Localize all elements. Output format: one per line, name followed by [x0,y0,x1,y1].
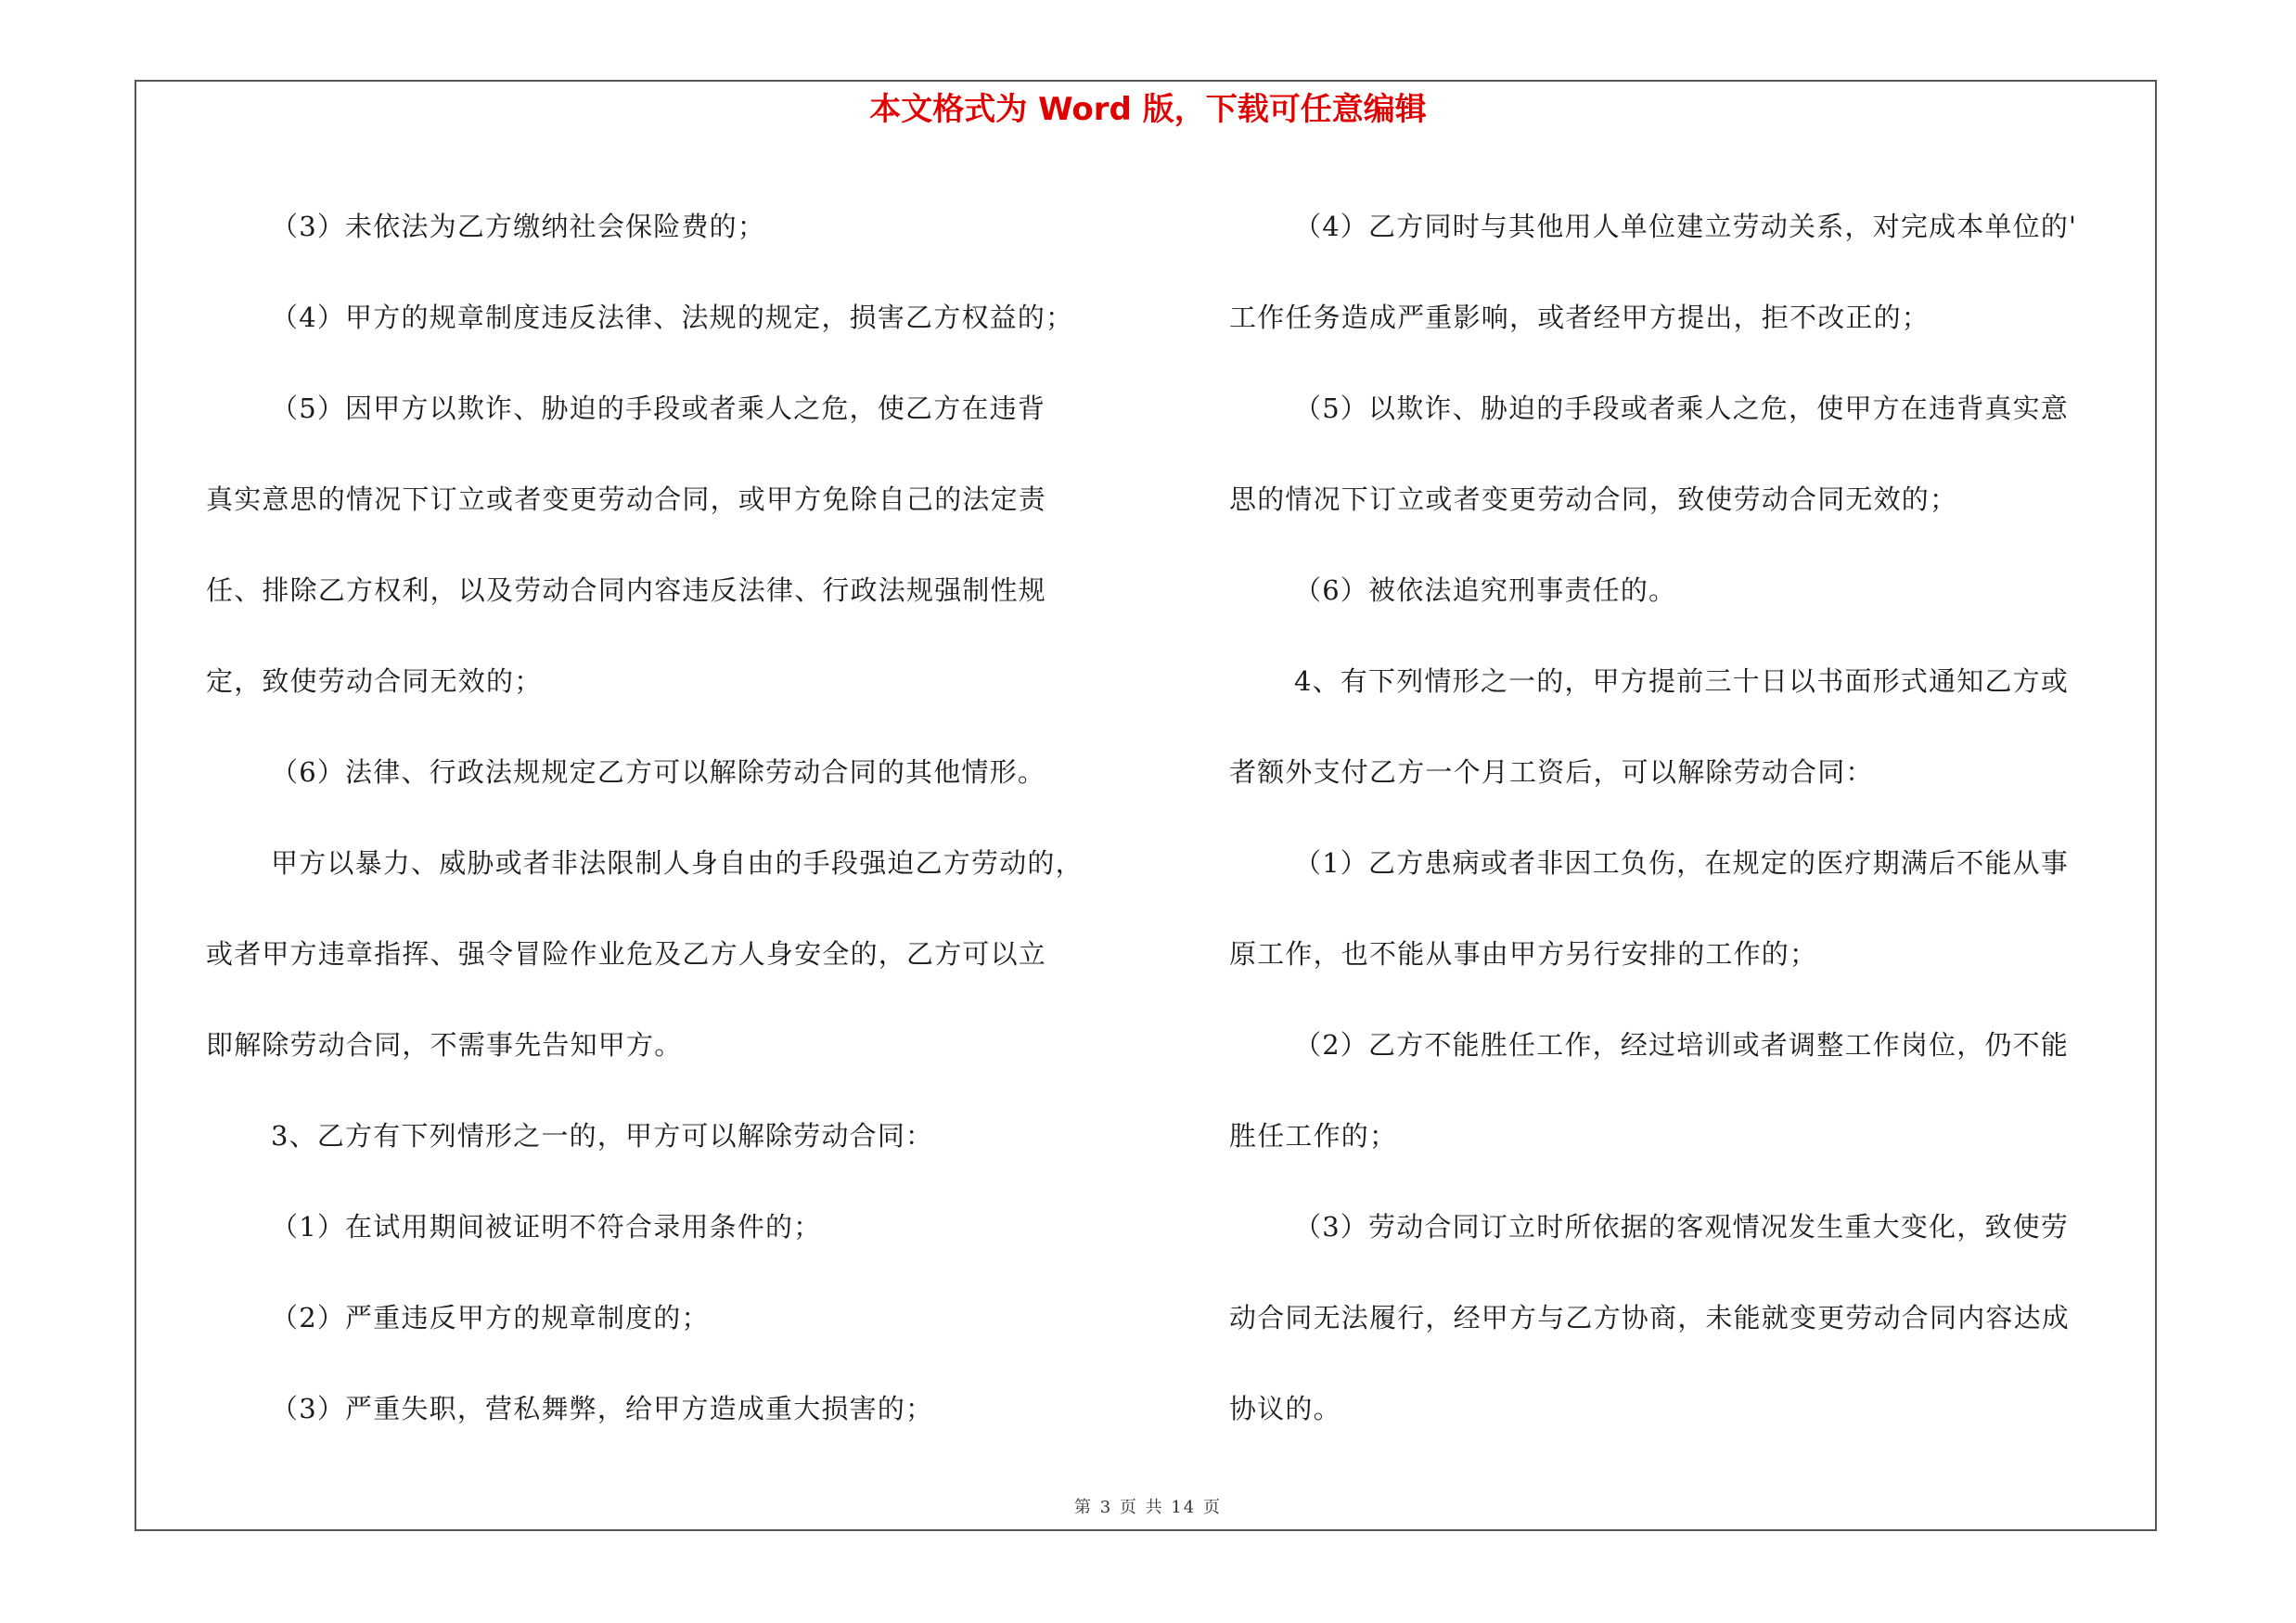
paragraph-line: （4）乙方同时与其他用人单位建立劳动关系，对完成本单位的' [1294,211,2078,242]
paragraph-line: （1）在试用期间被证明不符合录用条件的； [271,1211,822,1243]
paragraph-line: 动合同无法履行，经甲方与乙方协商，未能就变更劳动合同内容达成 [1229,1302,2071,1333]
paragraph-line: （4）甲方的规章制度违反法律、法规的规定，损害乙方权益的； [271,302,1074,333]
right-column [1229,181,2148,1454]
paragraph-line: 3、乙方有下列情形之一的，甲方可以解除劳动合同： [271,1120,934,1152]
paragraph-line: （2）严重违反甲方的规章制度的； [271,1302,710,1333]
paragraph-line: 4、有下列情形之一的，甲方提前三十日以书面形式通知乙方或 [1294,665,2070,697]
paragraph-line: （6）被依法追究刑事责任的。 [1294,574,1677,606]
paragraph-line: 或者甲方违章指挥、强令冒险作业危及乙方人身安全的，乙方可以立 [206,938,1047,970]
paragraph-line: 原工作，也不能从事由甲方另行安排的工作的； [1229,938,1818,970]
paragraph-line: （3）严重失职，营私舞弊，给甲方造成重大损害的； [271,1393,934,1424]
paragraph-line: （1）乙方患病或者非因工负伤，在规定的医疗期满后不能从事 [1294,847,2070,879]
paragraph-line: 甲方以暴力、威胁或者非法限制人身自由的手段强迫乙方劳动的， [271,847,1084,879]
left-column [206,181,1124,1454]
paragraph-line: （5）以欺诈、胁迫的手段或者乘人之危，使甲方在违背真实意 [1294,393,2070,424]
paragraph-line: （5）因甲方以欺诈、胁迫的手段或者乘人之危，使乙方在违背 [271,393,1046,424]
paragraph-line: 工作任务造成严重影响，或者经甲方提出，拒不改正的； [1229,302,1930,333]
paragraph-line: 真实意思的情况下订立或者变更劳动合同，或甲方免除自己的法定责 [206,483,1047,515]
paragraph-line: 定，致使劳动合同无效的； [206,665,543,697]
paragraph-line: 胜任工作的； [1229,1120,1398,1152]
paragraph-line: 思的情况下订立或者变更劳动合同，致使劳动合同无效的； [1229,483,1958,515]
paragraph-line: 协议的。 [1229,1393,1341,1424]
paragraph-line: （3）劳动合同订立时所依据的客观情况发生重大变化，致使劳 [1294,1211,2070,1243]
page-number-footer: 第 3 页 共 14 页 [1074,1498,1222,1517]
paragraph-line: 者额外支付乙方一个月工资后，可以解除劳动合同： [1229,756,1874,788]
format-banner: 本文格式为 Word 版，下载可任意编辑 [869,91,1427,128]
paragraph-line: （2）乙方不能胜任工作，经过培训或者调整工作岗位，仍不能 [1294,1029,2070,1061]
paragraph-line: （3）未依法为乙方缴纳社会保险费的； [271,211,766,242]
paragraph-line: 即解除劳动合同，不需事先告知甲方。 [206,1029,683,1061]
paragraph-line: （6）法律、行政法规规定乙方可以解除劳动合同的其他情形。 [271,756,1046,788]
paragraph-line: 任、排除乙方权利，以及劳动合同内容违反法律、行政法规强制性规 [206,574,1047,606]
